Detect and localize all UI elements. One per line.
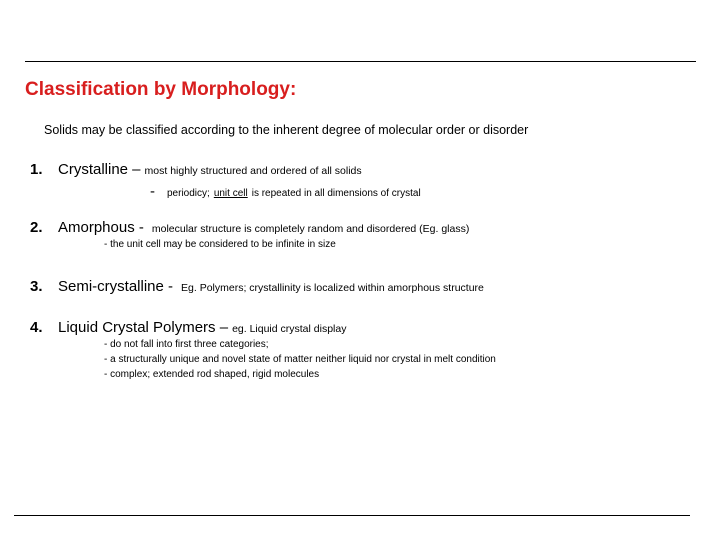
item-heading: Crystalline – (58, 161, 141, 178)
sub-text-prefix: periodicy; (167, 188, 210, 199)
slide-title: Classification by Morphology: (25, 79, 297, 100)
list-item-amorphous (30, 219, 469, 236)
list-item-crystalline (30, 161, 362, 178)
sub-bullet: - (150, 183, 155, 200)
list-item-semi-crystalline (30, 278, 484, 295)
item-number: 2. (30, 219, 43, 236)
sub-item: - the unit cell may be considered to be infinite in size (104, 239, 336, 250)
item-number: 4. (30, 319, 43, 336)
item-number: 1. (30, 161, 43, 178)
sub-text-suffix: is repeated in all dimensions of crystal (251, 188, 421, 199)
item-heading: Amorphous - (58, 219, 144, 236)
sub-item: - a structurally unique and novel state of matter neither liquid nor crystal in melt condition (104, 354, 496, 365)
intro-text: Solids may be classified according to the inherent degree of molecular order or disorder (44, 123, 529, 137)
sub-text-underlined: unit cell (213, 188, 248, 199)
sub-item (150, 183, 421, 200)
sub-item: - complex; extended rod shaped, rigid molecules (104, 369, 320, 380)
item-heading: Liquid Crystal Polymers – (58, 319, 229, 336)
item-description: most highly structured and ordered of all solids (144, 165, 362, 177)
sub-item: - do not fall into first three categories; (104, 339, 269, 350)
item-number: 3. (30, 278, 43, 295)
list-item-liquid-crystal-polymers (30, 319, 346, 336)
item-description: eg. Liquid crystal display (232, 323, 347, 335)
item-description: Eg. Polymers; crystallinity is localized within amorphous structure (181, 282, 484, 294)
bottom-divider (14, 515, 690, 516)
item-heading: Semi-crystalline - (58, 278, 174, 295)
item-description: molecular structure is completely random and disordered (Eg. glass) (151, 223, 470, 235)
top-divider (25, 61, 696, 62)
